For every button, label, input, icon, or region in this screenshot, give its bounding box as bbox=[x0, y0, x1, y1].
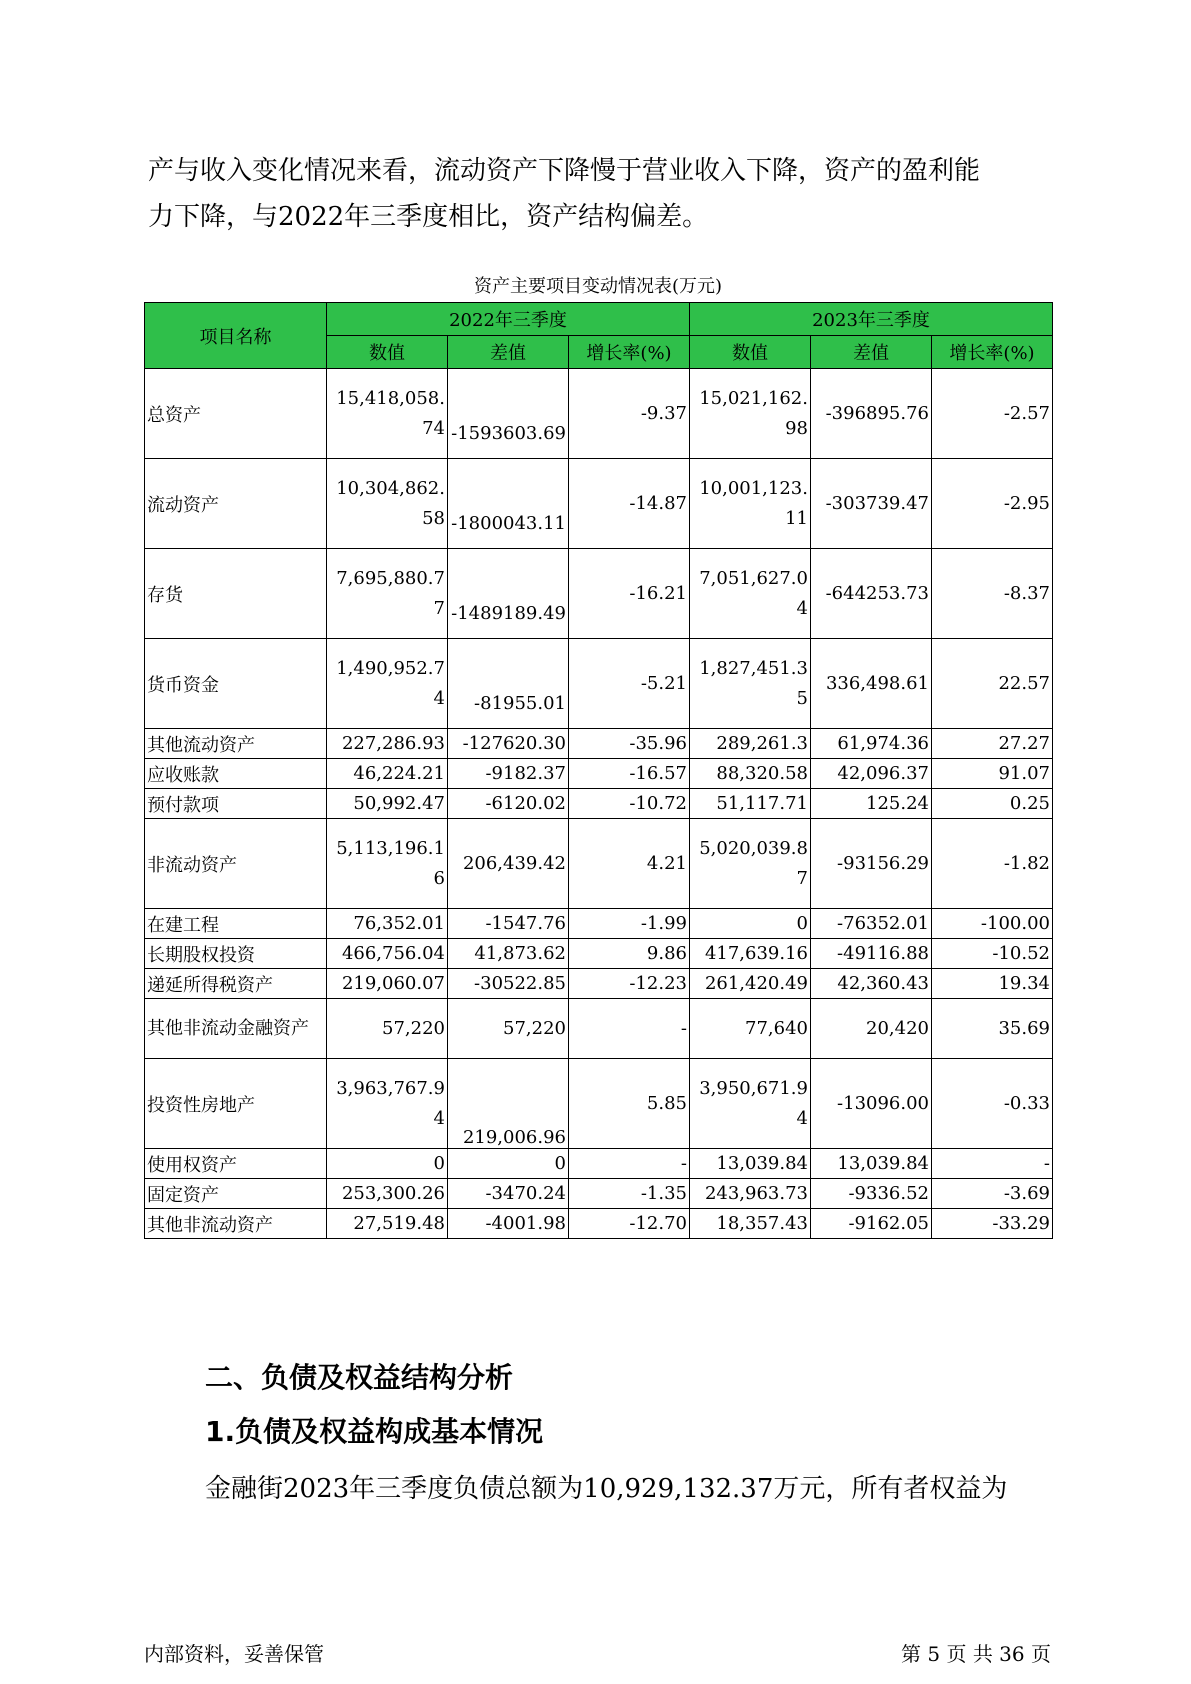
cell-v23: 289,261.3 bbox=[690, 729, 811, 759]
cell-g22: -12.70 bbox=[569, 1209, 690, 1239]
cell-g23: -0.33 bbox=[932, 1059, 1053, 1149]
cell-g22: -14.87 bbox=[569, 459, 690, 549]
cell-d23: 13,039.84 bbox=[811, 1149, 932, 1179]
header-period-2023: 2023年三季度 bbox=[690, 303, 1053, 336]
cell-v23: 243,963.73 bbox=[690, 1179, 811, 1209]
cell-v22: 219,060.07 bbox=[327, 969, 448, 999]
cell-d23: -9162.05 bbox=[811, 1209, 932, 1239]
cell-v23: 261,420.49 bbox=[690, 969, 811, 999]
intro-paragraph bbox=[148, 148, 1048, 240]
cell-v22: 466,756.04 bbox=[327, 939, 448, 969]
cell-v23: 51,117.71 bbox=[690, 789, 811, 819]
asset-change-table bbox=[144, 302, 1053, 1239]
cell-g22: -16.21 bbox=[569, 549, 690, 639]
cell-g23: -100.00 bbox=[932, 909, 1053, 939]
table-row bbox=[145, 819, 1053, 909]
cell-g23: 19.34 bbox=[932, 969, 1053, 999]
cell-g22: 9.86 bbox=[569, 939, 690, 969]
cell-g23: -33.29 bbox=[932, 1209, 1053, 1239]
cell-g22: - bbox=[569, 1149, 690, 1179]
cell-d22: 41,873.62 bbox=[448, 939, 569, 969]
cell-d23: 61,974.36 bbox=[811, 729, 932, 759]
cell-g22: -16.57 bbox=[569, 759, 690, 789]
table-row bbox=[145, 759, 1053, 789]
cell-d23: 20,420 bbox=[811, 999, 932, 1059]
cell-v22: 46,224.21 bbox=[327, 759, 448, 789]
cell-g23: -2.57 bbox=[932, 369, 1053, 459]
cell-d23: -76352.01 bbox=[811, 909, 932, 939]
row-item-name: 应收账款 bbox=[145, 759, 327, 789]
section-heading: 二、负债及权益结构分析 bbox=[205, 1361, 514, 1394]
header-value-2022: 数值 bbox=[327, 336, 448, 369]
header-growth-2022: 增长率(%) bbox=[569, 336, 690, 369]
intro-line-1: 产与收入变化情况来看，流动资产下降慢于营业收入下降，资产的盈利能 bbox=[148, 156, 981, 186]
cell-d23: -93156.29 bbox=[811, 819, 932, 909]
row-item-name: 使用权资产 bbox=[145, 1149, 327, 1179]
cell-v22: 76,352.01 bbox=[327, 909, 448, 939]
table-row bbox=[145, 909, 1053, 939]
row-item-name: 递延所得税资产 bbox=[145, 969, 327, 999]
section-paragraph: 金融街2023年三季度负债总额为10,929,132.37万元，所有者权益为 bbox=[205, 1474, 1008, 1504]
cell-v22: 5,113,196.16 bbox=[327, 819, 448, 909]
cell-g22: -1.35 bbox=[569, 1179, 690, 1209]
cell-g23: -2.95 bbox=[932, 459, 1053, 549]
cell-d23: 336,498.61 bbox=[811, 639, 932, 729]
table-row bbox=[145, 639, 1053, 729]
row-item-name: 在建工程 bbox=[145, 909, 327, 939]
cell-d23: -303739.47 bbox=[811, 459, 932, 549]
cell-v23: 18,357.43 bbox=[690, 1209, 811, 1239]
cell-d23: -49116.88 bbox=[811, 939, 932, 969]
cell-v23: 13,039.84 bbox=[690, 1149, 811, 1179]
footer-page-number: 第 5 页 共 36 页 bbox=[901, 1642, 1051, 1666]
cell-g23: 35.69 bbox=[932, 999, 1053, 1059]
table-row bbox=[145, 999, 1053, 1059]
row-item-name: 其他非流动资产 bbox=[145, 1209, 327, 1239]
row-item-name: 长期股权投资 bbox=[145, 939, 327, 969]
table-row bbox=[145, 369, 1053, 459]
cell-g22: -9.37 bbox=[569, 369, 690, 459]
row-item-name: 总资产 bbox=[145, 369, 327, 459]
cell-v23: 5,020,039.87 bbox=[690, 819, 811, 909]
cell-v23: 15,021,162.98 bbox=[690, 369, 811, 459]
cell-v22: 27,519.48 bbox=[327, 1209, 448, 1239]
cell-v22: 3,963,767.94 bbox=[327, 1059, 448, 1149]
cell-d23: -644253.73 bbox=[811, 549, 932, 639]
cell-v22: 1,490,952.74 bbox=[327, 639, 448, 729]
table-body bbox=[145, 369, 1053, 1239]
cell-v22: 15,418,058.74 bbox=[327, 369, 448, 459]
cell-d22: 0 bbox=[448, 1149, 569, 1179]
cell-v23: 88,320.58 bbox=[690, 759, 811, 789]
cell-g23: -1.82 bbox=[932, 819, 1053, 909]
table-row bbox=[145, 939, 1053, 969]
cell-v22: 253,300.26 bbox=[327, 1179, 448, 1209]
header-growth-2023: 增长率(%) bbox=[932, 336, 1053, 369]
row-item-name: 非流动资产 bbox=[145, 819, 327, 909]
cell-g22: 4.21 bbox=[569, 819, 690, 909]
cell-d23: 125.24 bbox=[811, 789, 932, 819]
row-item-name: 流动资产 bbox=[145, 459, 327, 549]
cell-g23: 91.07 bbox=[932, 759, 1053, 789]
cell-v23: 1,827,451.35 bbox=[690, 639, 811, 729]
table-row bbox=[145, 1059, 1053, 1149]
cell-g23: -3.69 bbox=[932, 1179, 1053, 1209]
cell-g23: 0.25 bbox=[932, 789, 1053, 819]
cell-d22: -3470.24 bbox=[448, 1179, 569, 1209]
row-item-name: 货币资金 bbox=[145, 639, 327, 729]
section-subheading: 1.负债及权益构成基本情况 bbox=[205, 1415, 544, 1448]
cell-v22: 227,286.93 bbox=[327, 729, 448, 759]
cell-g22: -1.99 bbox=[569, 909, 690, 939]
header-diff-2023: 差值 bbox=[811, 336, 932, 369]
header-item-name: 项目名称 bbox=[145, 303, 327, 369]
cell-g22: - bbox=[569, 999, 690, 1059]
table-row bbox=[145, 789, 1053, 819]
row-item-name: 其他非流动金融资产 bbox=[145, 999, 327, 1059]
table-row bbox=[145, 969, 1053, 999]
cell-g23: -8.37 bbox=[932, 549, 1053, 639]
cell-g23: -10.52 bbox=[932, 939, 1053, 969]
table-row bbox=[145, 729, 1053, 759]
cell-v23: 417,639.16 bbox=[690, 939, 811, 969]
table-row bbox=[145, 459, 1053, 549]
cell-v23: 0 bbox=[690, 909, 811, 939]
cell-d22: 219,006.96 bbox=[448, 1059, 569, 1149]
cell-g22: -10.72 bbox=[569, 789, 690, 819]
cell-g23: 22.57 bbox=[932, 639, 1053, 729]
row-item-name: 存货 bbox=[145, 549, 327, 639]
cell-v22: 57,220 bbox=[327, 999, 448, 1059]
cell-v23: 10,001,123.11 bbox=[690, 459, 811, 549]
cell-g23: - bbox=[932, 1149, 1053, 1179]
cell-v22: 0 bbox=[327, 1149, 448, 1179]
cell-d23: -9336.52 bbox=[811, 1179, 932, 1209]
table-row bbox=[145, 1179, 1053, 1209]
header-value-2023: 数值 bbox=[690, 336, 811, 369]
cell-v22: 10,304,862.58 bbox=[327, 459, 448, 549]
row-item-name: 固定资产 bbox=[145, 1179, 327, 1209]
cell-d22: -1593603.69 bbox=[448, 369, 569, 459]
cell-g22: -35.96 bbox=[569, 729, 690, 759]
table-row bbox=[145, 1149, 1053, 1179]
cell-v22: 50,992.47 bbox=[327, 789, 448, 819]
cell-v23: 3,950,671.94 bbox=[690, 1059, 811, 1149]
row-item-name: 其他流动资产 bbox=[145, 729, 327, 759]
intro-line-2: 力下降，与2022年三季度相比，资产结构偏差。 bbox=[148, 202, 709, 232]
cell-d22: -1489189.49 bbox=[448, 549, 569, 639]
cell-d23: 42,096.37 bbox=[811, 759, 932, 789]
cell-d22: -6120.02 bbox=[448, 789, 569, 819]
header-diff-2022: 差值 bbox=[448, 336, 569, 369]
table-row bbox=[145, 1209, 1053, 1239]
cell-d23: -13096.00 bbox=[811, 1059, 932, 1149]
cell-g23: 27.27 bbox=[932, 729, 1053, 759]
cell-g22: -5.21 bbox=[569, 639, 690, 729]
row-item-name: 预付款项 bbox=[145, 789, 327, 819]
cell-d22: -4001.98 bbox=[448, 1209, 569, 1239]
row-item-name: 投资性房地产 bbox=[145, 1059, 327, 1149]
cell-d22: -30522.85 bbox=[448, 969, 569, 999]
cell-d22: -81955.01 bbox=[448, 639, 569, 729]
cell-d22: -9182.37 bbox=[448, 759, 569, 789]
cell-g22: 5.85 bbox=[569, 1059, 690, 1149]
table-caption: 资产主要项目变动情况表(万元) bbox=[473, 276, 723, 297]
cell-v23: 77,640 bbox=[690, 999, 811, 1059]
cell-g22: -12.23 bbox=[569, 969, 690, 999]
footer-confidential-note: 内部资料，妥善保管 bbox=[144, 1642, 324, 1666]
cell-d22: 206,439.42 bbox=[448, 819, 569, 909]
cell-v23: 7,051,627.04 bbox=[690, 549, 811, 639]
cell-d22: -1547.76 bbox=[448, 909, 569, 939]
cell-d23: 42,360.43 bbox=[811, 969, 932, 999]
cell-d23: -396895.76 bbox=[811, 369, 932, 459]
cell-v22: 7,695,880.77 bbox=[327, 549, 448, 639]
cell-d22: -127620.30 bbox=[448, 729, 569, 759]
table-row bbox=[145, 549, 1053, 639]
cell-d22: -1800043.11 bbox=[448, 459, 569, 549]
header-period-2022: 2022年三季度 bbox=[327, 303, 690, 336]
cell-d22: 57,220 bbox=[448, 999, 569, 1059]
